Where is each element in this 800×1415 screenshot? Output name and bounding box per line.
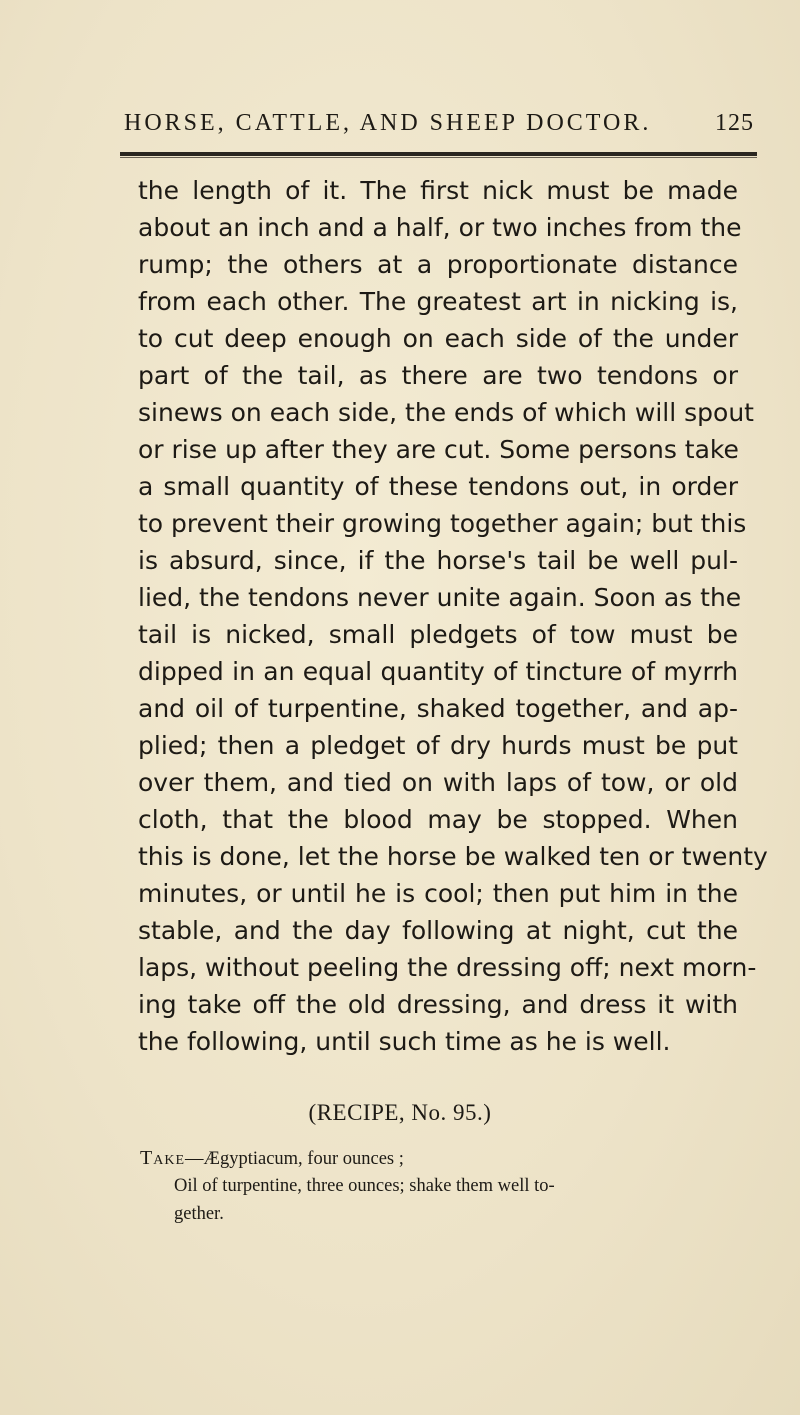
text-line: rump; the others at a proportionate distance xyxy=(138,250,738,279)
text-line: over them, and tied on with laps of tow, or old xyxy=(138,768,738,797)
text-line: stable, and the day following at night, cut the xyxy=(138,916,738,945)
recipe-take-label: Take xyxy=(140,1147,185,1169)
text-line: lied, the tendons never unite again. Soon as the xyxy=(138,583,742,612)
running-title: HORSE, CATTLE, AND SHEEP DOCTOR. xyxy=(124,110,652,136)
text-line: ing take off the old dressing, and dress it with xyxy=(138,990,738,1019)
recipe-line-1 xyxy=(140,1144,740,1172)
text-line: a small quantity of these tendons out, in order xyxy=(138,472,738,501)
recipe-block xyxy=(140,1144,740,1228)
text-line: minutes, or until he is cool; then put him in the xyxy=(138,879,738,908)
header-rule-thin xyxy=(120,157,757,158)
text-line: dipped in an equal quantity of tincture of myrrh xyxy=(138,657,738,686)
running-head xyxy=(124,110,754,144)
page-number: 125 xyxy=(715,110,754,136)
text-line: laps, without peeling the dressing off; next morn- xyxy=(138,953,757,982)
recipe-line-2: Oil of turpentine, three ounces; shake them well to- xyxy=(174,1176,555,1196)
text-line: is absurd, since, if the horse's tail be well pul- xyxy=(138,546,738,575)
text-line: sinews on each side, the ends of which will spout xyxy=(138,398,754,427)
text-line: the length of it. The first nick must be made xyxy=(138,176,738,205)
text-line: and oil of turpentine, shaked together, and ap- xyxy=(138,694,738,723)
text-line: cloth, that the blood may be stopped. When xyxy=(138,805,738,834)
text-line: part of the tail, as there are two tendons or xyxy=(138,361,738,390)
recipe-heading: (RECIPE, No. 95.) xyxy=(308,1100,492,1125)
text-line: this is done, let the horse be walked ten or twenty xyxy=(138,842,768,871)
recipe-line-3: gether. xyxy=(174,1204,224,1224)
text-line: plied; then a pledget of dry hurds must be put xyxy=(138,731,738,760)
text-line: about an inch and a half, or two inches from the xyxy=(138,213,742,242)
text-line: from each other. The greatest art in nicking is, xyxy=(138,287,738,316)
text-line: to prevent their growing together again; but this xyxy=(138,509,747,538)
header-rule xyxy=(120,152,757,156)
body-text xyxy=(138,172,768,1060)
recipe-ingredient-1: —Ægyptiacum, four ounces ; xyxy=(185,1149,404,1169)
text-line: tail is nicked, small pledgets of tow must be xyxy=(138,620,738,649)
text-line: the following, until such time as he is well. xyxy=(138,1027,671,1056)
text-line: or rise up after they are cut. Some persons take xyxy=(138,435,739,464)
text-line: to cut deep enough on each side of the under xyxy=(138,324,738,353)
